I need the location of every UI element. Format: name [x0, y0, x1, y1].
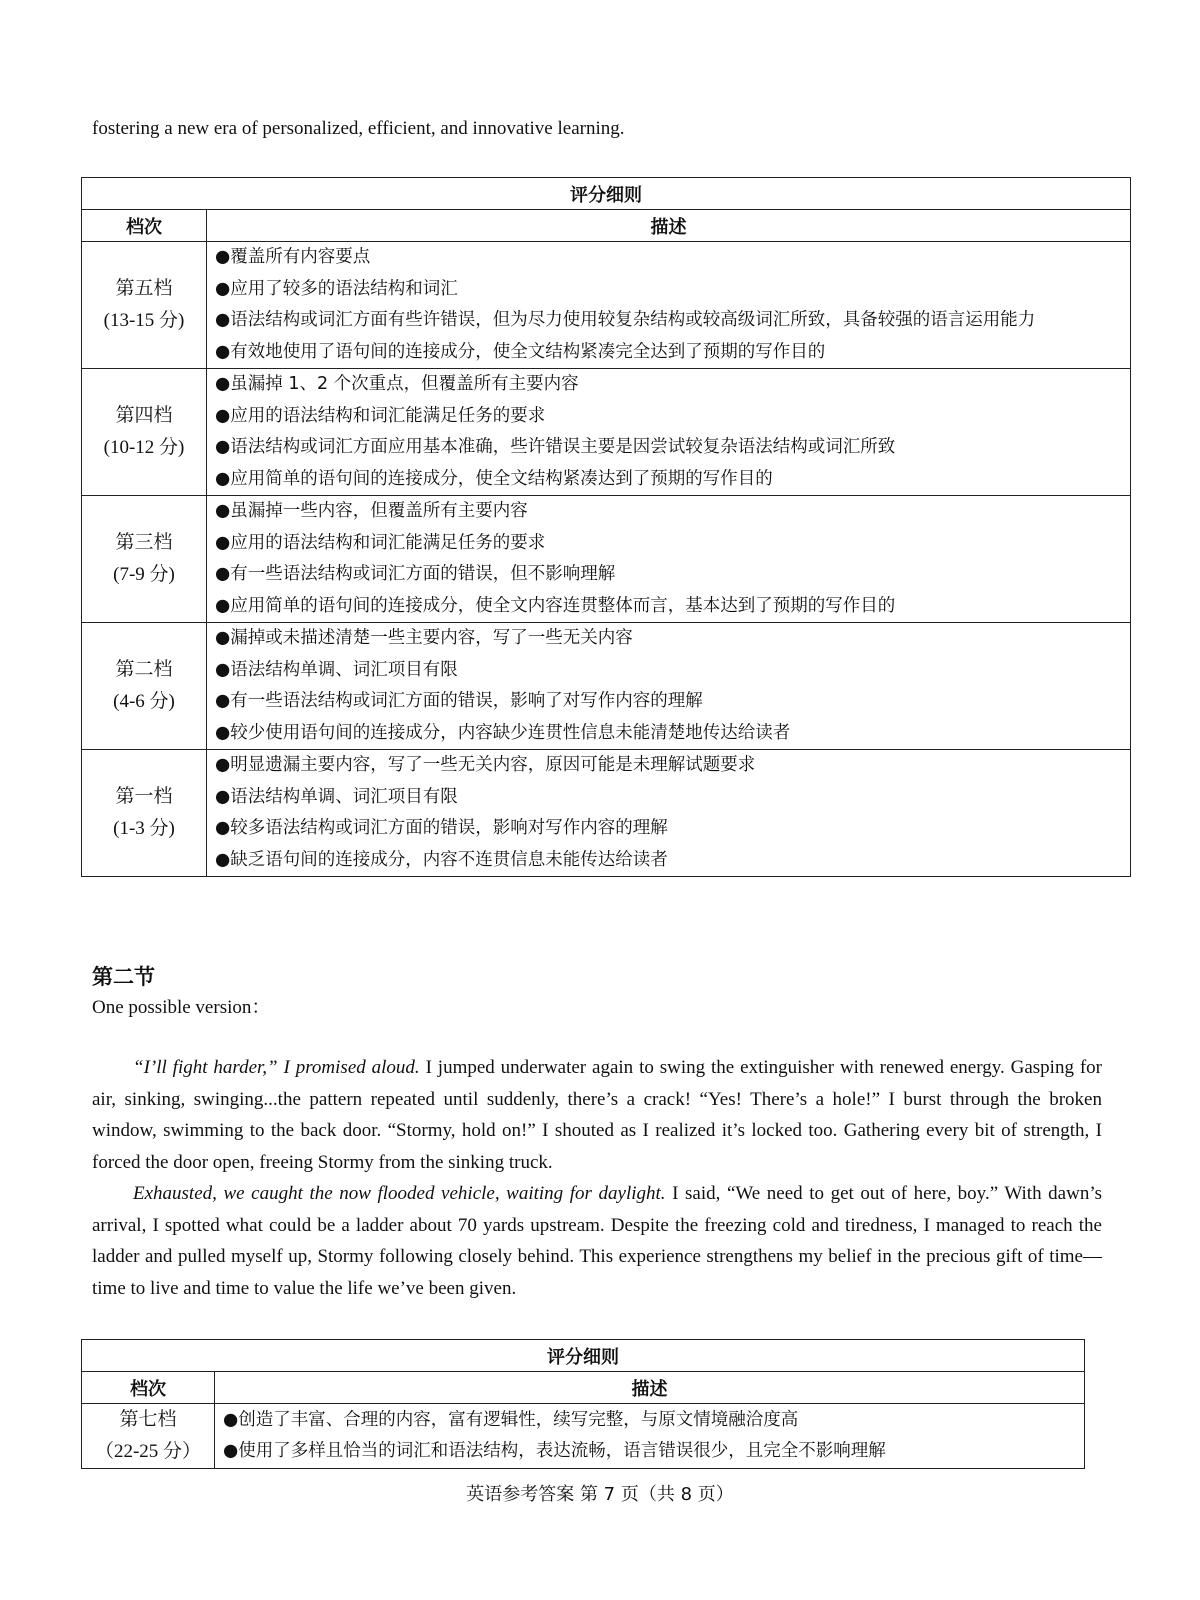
criterion-item: ●应用简单的语句间的连接成分，使全文内容连贯整体而言，基本达到了预期的写作目的	[215, 595, 896, 616]
level-name: 第七档	[119, 1409, 177, 1430]
paragraph-body: I jumped underwater again to swing the extinguisher with renewed energy. Gasping for air, sinking, swinging...the pattern repeated until suddenly, there’s a crack! “Yes! There’s a hole!” I burst through the broken window, swimming to the back door. “Stormy, hold on!” I shouted as I realized it’s locked too. Gathering every bit of strength, I forced the door open, freeing Stormy from the sinking truck.	[92, 1057, 1102, 1173]
essay-paragraph	[92, 1052, 1102, 1178]
table-row	[82, 369, 1131, 496]
criterion-item: ●语法结构或词汇方面应用基本准确，些许错误主要是因尝试较复杂语法结构或词汇所致	[215, 437, 896, 457]
description-cell	[207, 242, 1131, 369]
level-score: (4-6 分)	[113, 691, 175, 712]
top-text: fostering a new era of personalized, efficient, and innovative learning.	[92, 118, 625, 139]
description-cell	[215, 1404, 1085, 1469]
level-score: (10-12 分)	[103, 437, 185, 458]
section-title: 第二节	[92, 965, 155, 989]
criterion-item: ●应用了较多的语法结构和词汇	[215, 278, 458, 299]
table-row	[82, 242, 1131, 369]
criterion-item: ●应用简单的语句间的连接成分，使全文结构紧凑达到了预期的写作目的	[215, 468, 773, 489]
level-cell	[82, 496, 207, 623]
level-cell	[82, 242, 207, 369]
level-cell	[82, 1404, 215, 1469]
column-header-description: 描述	[215, 1372, 1085, 1404]
level-score: (7-9 分)	[113, 564, 175, 585]
level-name: 第四档	[115, 405, 173, 426]
table-row	[82, 750, 1131, 877]
criterion-item: ●语法结构单调、词汇项目有限	[215, 659, 458, 680]
criterion-item: ●虽漏掉一些内容，但覆盖所有主要内容	[215, 501, 528, 521]
criterion-item: ●有一些语法结构或词汇方面的错误，影响了对写作内容的理解	[215, 691, 703, 711]
criterion-item: ●覆盖所有内容要点	[215, 247, 371, 267]
criterion-item: ●语法结构单调、词汇项目有限	[215, 786, 458, 807]
criterion-item: ●应用的语法结构和词汇能满足任务的要求	[215, 532, 546, 553]
criterion-item: ●应用的语法结构和词汇能满足任务的要求	[215, 405, 546, 426]
level-cell	[82, 750, 207, 877]
table-title: 评分细则	[82, 1340, 1085, 1372]
criterion-item: ●较少使用语句间的连接成分，内容缺少连贯性信息未能清楚地传达给读者	[215, 722, 791, 743]
level-name: 第二档	[115, 659, 173, 680]
paragraph-opening: Exhausted, we caught the now flooded vehicle, waiting for daylight.	[133, 1183, 666, 1204]
table-row	[82, 1404, 1085, 1469]
level-name: 第一档	[115, 786, 173, 807]
level-score: （22-25 分）	[94, 1441, 202, 1462]
description-cell	[207, 369, 1131, 496]
level-score: (1-3 分)	[113, 818, 175, 839]
level-name: 第三档	[115, 532, 173, 553]
table-row	[82, 623, 1131, 750]
description-cell	[207, 623, 1131, 750]
version-label: One possible version：	[92, 997, 271, 1018]
level-cell	[82, 369, 207, 496]
level-name: 第五档	[115, 278, 173, 299]
criterion-item: ●明显遗漏主要内容，写了一些无关内容，原因可能是未理解试题要求	[215, 755, 756, 775]
rubric-table-1	[81, 177, 1131, 877]
criterion-item: ●创造了丰富、合理的内容，富有逻辑性，续写完整，与原文情境融洽度高	[223, 1409, 799, 1430]
column-header-description: 描述	[207, 210, 1131, 242]
criterion-item: ●漏掉或未描述清楚一些主要内容，写了一些无关内容	[215, 628, 633, 648]
description-cell	[207, 750, 1131, 877]
criterion-item: ●虽漏掉 1、2 个次重点，但覆盖所有主要内容	[215, 374, 579, 394]
criterion-item: ●较多语法结构或词汇方面的错误，影响对写作内容的理解	[215, 818, 668, 838]
rubric-table-2	[81, 1339, 1085, 1469]
page-footer: 英语参考答案 第 7 页（共 8 页）	[466, 1484, 734, 1505]
essay-paragraph	[92, 1178, 1102, 1304]
table-row	[82, 496, 1131, 623]
criterion-item: ●有一些语法结构或词汇方面的错误，但不影响理解	[215, 564, 616, 584]
model-essay	[92, 1052, 1102, 1304]
paragraph-opening: “I’ll fight harder,” I promised aloud.	[133, 1057, 420, 1078]
column-header-level: 档次	[82, 1372, 215, 1404]
description-cell	[207, 496, 1131, 623]
paragraph-body: I said, “We need to get out of here, boy.” With dawn’s arrival, I spotted what could be a ladder about 70 yards upstream. Despite the freezing cold and tiredness, I managed to reach the ladder and pulled myself up, Stormy following closely behind. This experience strengthens my belief in the precious gift of time—time to live and time to value the life we’ve been given.	[92, 1183, 1102, 1299]
column-header-level: 档次	[82, 210, 207, 242]
criterion-item: ●语法结构或词汇方面有些许错误，但为尽力使用较复杂结构或较高级词汇所致，具备较强的语言运用能力	[215, 310, 1036, 330]
criterion-item: ●缺乏语句间的连接成分，内容不连贯信息未能传达给读者	[215, 849, 668, 870]
level-cell	[82, 623, 207, 750]
criterion-item: ●使用了多样且恰当的词汇和语法结构，表达流畅，语言错误很少，且完全不影响理解	[223, 1441, 886, 1461]
table-title: 评分细则	[82, 178, 1131, 210]
criterion-item: ●有效地使用了语句间的连接成分，使全文结构紧凑完全达到了预期的写作目的	[215, 341, 826, 362]
level-score: (13-15 分)	[103, 310, 185, 331]
